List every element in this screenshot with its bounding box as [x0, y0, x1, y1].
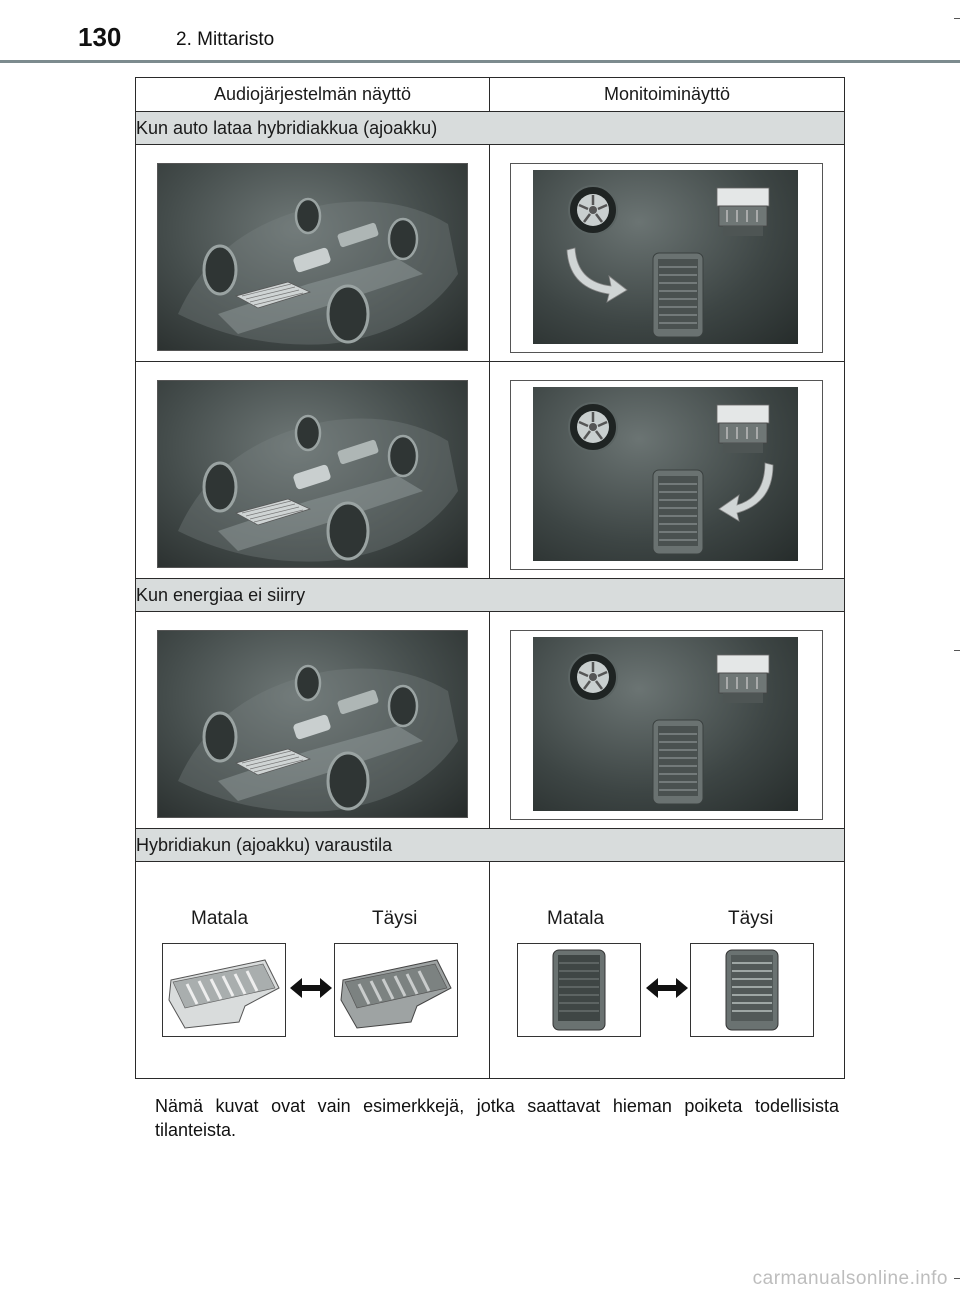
- margin-tick: [954, 650, 960, 651]
- full-label: Täysi: [372, 908, 418, 929]
- header-rule: [0, 60, 960, 63]
- audio-display-image: [136, 362, 490, 579]
- section-battery-state: Hybridiakun (ajoakku) varaustila: [136, 829, 845, 862]
- disclaimer-note: Nämä kuvat ovat vain esimerkkejä, jotka saattavat hieman poiketa todellisista tilanteista.: [155, 1096, 839, 1140]
- multi-display-image: [490, 362, 845, 579]
- energy-monitor-illustration: [533, 387, 798, 561]
- watermark: carmanualsonline.info: [752, 1268, 948, 1289]
- full-label: Täysi: [728, 908, 774, 929]
- double-arrow-icon: [290, 976, 332, 1000]
- section-no-transfer: Kun energiaa ei siirry: [136, 579, 845, 612]
- battery-low-image: [517, 943, 641, 1037]
- margin-tick: [954, 18, 960, 19]
- column-header-multi: Monitoiminäyttö: [490, 78, 845, 112]
- battery-full-image: [690, 943, 814, 1037]
- double-arrow-icon: [646, 976, 688, 1000]
- flow-arrow-icon: [567, 248, 627, 302]
- page-number: 130: [78, 22, 122, 52]
- car-chassis-illustration: [157, 380, 468, 568]
- page-header: [0, 0, 960, 64]
- energy-monitor-illustration: [533, 170, 798, 344]
- engine-icon: [717, 188, 769, 236]
- battery-full-image: [334, 943, 458, 1037]
- multi-battery-state: [490, 862, 845, 1079]
- multi-display-image: [490, 612, 845, 829]
- battery-icon: [653, 720, 703, 804]
- wheel-icon: [569, 186, 617, 234]
- car-chassis-illustration: [157, 163, 468, 351]
- column-header-audio: Audiojärjestelmän näyttö: [136, 78, 490, 112]
- battery-icon: [653, 253, 703, 337]
- section-title: 2. Mittaristo: [176, 29, 275, 50]
- flow-arrow-icon: [719, 463, 773, 521]
- engine-icon: [717, 405, 769, 453]
- audio-display-image: [136, 145, 490, 362]
- margin-tick: [954, 1278, 960, 1279]
- engine-icon: [717, 655, 769, 703]
- energy-monitor-illustration: [533, 637, 798, 811]
- section-charging: Kun auto lataa hybridiakkua (ajoakku): [136, 112, 845, 145]
- low-label: Matala: [547, 908, 605, 929]
- car-chassis-illustration: [157, 630, 468, 818]
- low-label: Matala: [191, 908, 249, 929]
- battery-low-image: [162, 943, 286, 1037]
- energy-flow-table: [135, 77, 845, 1079]
- audio-display-image: [136, 612, 490, 829]
- battery-icon: [653, 470, 703, 554]
- wheel-icon: [569, 403, 617, 451]
- multi-display-image: [490, 145, 845, 362]
- wheel-icon: [569, 653, 617, 701]
- audio-battery-state: [136, 862, 490, 1079]
